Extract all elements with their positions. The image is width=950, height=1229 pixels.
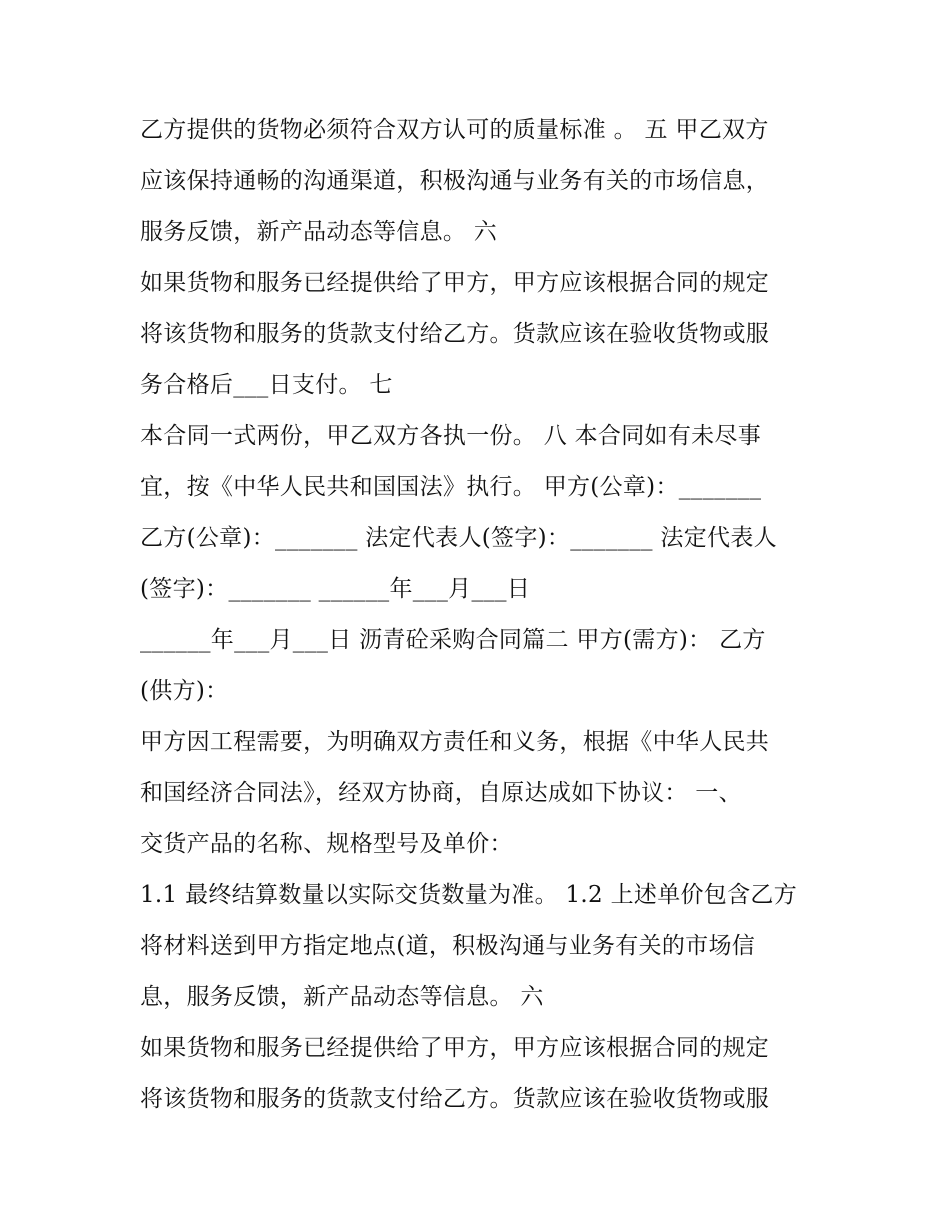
- text-line: 交货产品的名称、规格型号及单价：: [140, 831, 513, 857]
- text-line: (供方)：: [140, 678, 229, 704]
- text-line: 将该货物和服务的货款支付给乙方。货款应该在验收货物或服: [140, 321, 770, 347]
- text-line: 如果货物和服务已经提供给了甲方，甲方应该根据合同的规定: [140, 270, 770, 296]
- text-line: 和国经济合同法》，经双方协商，自原达成如下协议： 一、: [140, 780, 742, 806]
- text-line: 息，服务反馈，新产品动态等信息。 六: [140, 984, 544, 1010]
- text-line: 务合格后___日支付。 七: [140, 372, 393, 398]
- text-line: ______年___月___日 沥青砼采购合同篇二 甲方(需方)： 乙方: [140, 627, 766, 653]
- document-body: [140, 105, 820, 1125]
- text-line: 甲方因工程需要，为明确双方责任和义务，根据《中华人民共: [140, 729, 770, 755]
- text-line: 如果货物和服务已经提供给了甲方，甲方应该根据合同的规定: [140, 1035, 770, 1061]
- text-line: 将材料送到甲方指定地点(道，积极沟通与业务有关的市场信: [140, 933, 756, 959]
- text-line: 服务反馈，新产品动态等信息。 六: [140, 219, 498, 245]
- text-line: (签字)：_______ ______年___月___日: [140, 576, 531, 602]
- text-line: 宜，按《中华人民共和国国法》执行。 甲方(公章)：_______: [140, 474, 762, 500]
- text-line: 乙方提供的货物必须符合双方认可的质量标准 。 五 甲乙双方: [140, 117, 769, 143]
- text-line: 乙方(公章)：_______ 法定代表人(签字)：_______ 法定代表人: [140, 525, 777, 551]
- text-line: 1.1 最终结算数量以实际交货数量为准。 1.2 上述单价包含乙方: [140, 882, 797, 908]
- text-line: 应该保持通畅的沟通渠道，积极沟通与业务有关的市场信息，: [140, 168, 770, 194]
- text-line: 本合同一式两份，甲乙双方各执一份。 八 本合同如有未尽事: [140, 423, 762, 449]
- text-line: 将该货物和服务的货款支付给乙方。货款应该在验收货物或服: [140, 1086, 770, 1112]
